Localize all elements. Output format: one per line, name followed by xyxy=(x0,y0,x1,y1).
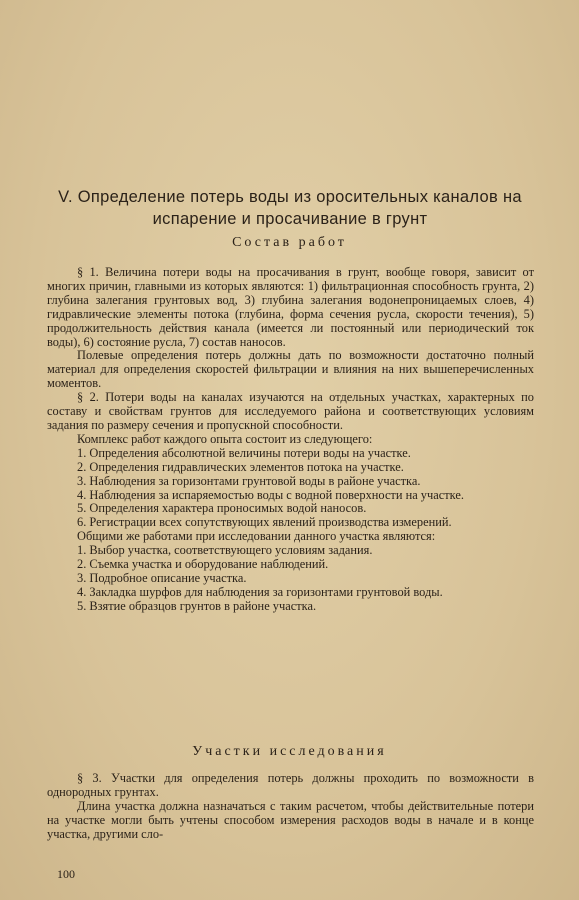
list-item: 1. Выбор участка, соответствующего условиям задания. xyxy=(77,543,373,558)
list-item: 4. Наблюдения за испаряемостью воды с водной поверхности на участке. xyxy=(77,487,464,502)
section-heading-study-sites: Участки исследования xyxy=(192,744,387,759)
section-body-composition xyxy=(47,266,534,614)
paragraph: Комплекс работ каждого опыта состоит из следующего: xyxy=(77,431,373,446)
paragraph: Полевые определения потерь должны дать по возможности достаточно полный материал для определения скоростей фильтрации и влияния на них вышеперечисленных моментов. xyxy=(47,348,534,391)
paragraph: § 2. Потери воды на каналах изучаются на отдельных участках, характерных по составу и свойствам грунтов для исследуемого района и соответствующих условиям задания по размеру сечения и пропускной способности. xyxy=(47,390,534,432)
list-item: 4. Закладка шурфов для наблюдения за горизонтами грунтовой воды. xyxy=(77,584,443,599)
paragraph: § 3. Участки для определения потерь должны проходить по возможности в однородных грунтах. xyxy=(47,771,534,799)
list-item: 2. Съемка участка и оборудование наблюдений. xyxy=(77,557,329,572)
list-item: 5. Определения характера проносимых водой наносов. xyxy=(77,501,367,516)
chapter-title: V. Определение потерь воды из оросительных каналов на испарение и просачивание в грунт xyxy=(58,188,522,228)
list-item: 2. Определения гидравлических элементов потока на участке. xyxy=(77,459,404,474)
paragraph: § 1. Величина потери воды на просачивания в грунт, вообще говоря, зависит от многих причин, главными из которых являются: 1) фильтрационная способность грунта, 2) глубина залегания грунтовых вод, 3) глубина залегания водонепроницаемых слоев, 4) гидравлические элементы потока (глубина, форма сечения русла, скорости течения), 5) продолжительность действия канала (имеется ли постоянный или периодический ток воды), 6) состояние русла, 7) состав наносов. xyxy=(47,265,534,349)
page-number: 100 xyxy=(57,867,75,881)
section-heading-composition: Состав работ xyxy=(232,235,347,250)
list-item: 3. Наблюдения за горизонтами грунтовой воды в районе участка. xyxy=(77,473,421,488)
list-item: 1. Определения абсолютной величины потери воды на участке. xyxy=(77,445,411,460)
list-item: 3. Подробное описание участка. xyxy=(77,570,247,585)
list-item: 6. Регистрации всех сопутствующих явлений производства измерений. xyxy=(77,515,452,530)
section-body-study-sites xyxy=(47,772,534,842)
list-item: 5. Взятие образцов грунтов в районе участка. xyxy=(77,598,317,613)
paragraph: Длина участка должна назначаться с таким расчетом, чтобы действительные потери на участке могли быть учтены способом измерения расходов воды в начале и в конце участка, другими сло- xyxy=(47,798,534,841)
paragraph: Общими же работами при исследовании данного участка являются: xyxy=(77,529,436,544)
